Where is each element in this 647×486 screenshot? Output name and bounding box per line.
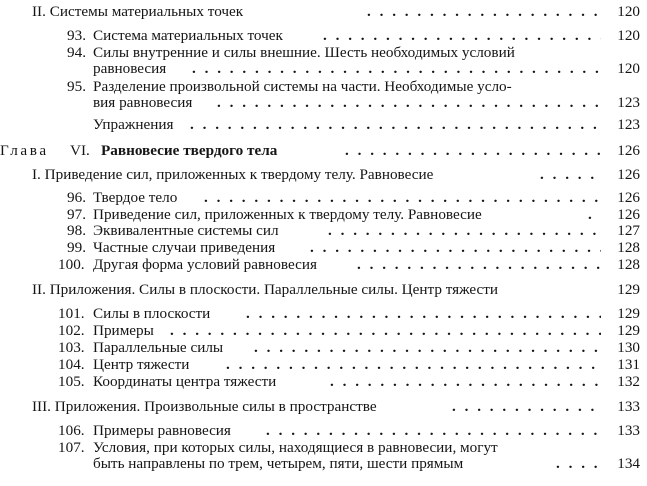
dot-leader bbox=[192, 61, 601, 77]
page-number: 129 bbox=[617, 281, 640, 298]
dot-leader bbox=[246, 306, 601, 322]
toc-entry-100 bbox=[0, 257, 647, 273]
section-title: II. Приложения. Силы в плоскости. Параллельные силы. Центр тяжести bbox=[32, 281, 499, 298]
entry-title: Примеры bbox=[93, 322, 154, 339]
toc-entry-97 bbox=[0, 207, 647, 223]
dot-leader bbox=[226, 357, 601, 373]
entry-number: 104. bbox=[58, 356, 85, 373]
toc-entry-96 bbox=[0, 190, 647, 206]
entry-number: 107. bbox=[58, 439, 85, 456]
entry-number: 103. bbox=[58, 339, 85, 356]
entry-title: Параллельные силы bbox=[93, 339, 224, 356]
entry-number: 99. bbox=[67, 239, 86, 256]
dot-leader bbox=[452, 399, 601, 415]
entry-number: 105. bbox=[58, 373, 85, 390]
dot-leader bbox=[367, 4, 597, 20]
dot-leader bbox=[254, 340, 601, 356]
toc-section-3 bbox=[0, 399, 647, 415]
toc-entry-104 bbox=[0, 357, 647, 373]
entry-title-continued: равновесия bbox=[93, 60, 167, 77]
entry-title: Разделение произвольной системы на части. Необходимые усло- bbox=[93, 78, 512, 95]
dot-leader bbox=[588, 207, 601, 223]
toc-section-2b bbox=[0, 282, 647, 298]
chapter-prefix: Глава bbox=[0, 142, 49, 159]
entry-number: 97. bbox=[67, 206, 86, 223]
dot-leader bbox=[357, 257, 601, 273]
dot-leader bbox=[345, 143, 601, 159]
dot-leader bbox=[170, 323, 601, 339]
section-title: II. Системы материальных точек bbox=[32, 3, 244, 20]
toc-entry-93 bbox=[0, 28, 647, 44]
entry-number: 101. bbox=[58, 305, 85, 322]
entry-title: Примеры равновесия bbox=[93, 422, 231, 439]
entry-title: Центр тяжести bbox=[93, 356, 190, 373]
toc-section-2 bbox=[0, 4, 647, 20]
dot-leader bbox=[556, 456, 601, 472]
entry-title-continued: быть направлены по трем, четырем, пяти, шести прямым bbox=[93, 455, 464, 472]
entry-number: 96. bbox=[67, 189, 86, 206]
page-number: 126 bbox=[617, 142, 640, 159]
entry-title: Частные случаи приведения bbox=[93, 239, 276, 256]
dot-leader bbox=[204, 190, 601, 206]
toc-entry-105 bbox=[0, 374, 647, 390]
page-number: 128 bbox=[617, 239, 640, 256]
toc-entry-98 bbox=[0, 223, 647, 239]
entry-title: Другая форма условий равновесия bbox=[93, 256, 317, 273]
toc-entry-103 bbox=[0, 340, 647, 356]
entry-title: Силы внутренние и силы внешние. Шесть необходимых условий bbox=[93, 44, 515, 61]
dot-leader bbox=[328, 223, 601, 239]
entry-title-continued: вия равновесия bbox=[93, 94, 193, 111]
entry-title: Система материальных точек bbox=[93, 27, 283, 44]
dot-leader bbox=[310, 240, 601, 256]
toc-entry-106 bbox=[0, 423, 647, 439]
entry-number: 94. bbox=[67, 44, 86, 61]
dot-leader bbox=[540, 167, 601, 183]
entry-number: 98. bbox=[67, 222, 86, 239]
page-number: 129 bbox=[617, 322, 640, 339]
entry-number: 106. bbox=[58, 422, 85, 439]
entry-number: 102. bbox=[58, 322, 85, 339]
page-number: 132 bbox=[617, 373, 640, 390]
entry-title: Приведение сил, приложенных к твердому телу. Равновесие bbox=[93, 206, 482, 223]
toc-entry-107 bbox=[0, 440, 647, 472]
page-number: 120 bbox=[617, 27, 640, 44]
chapter-title: Равновесие твердого тела bbox=[101, 142, 278, 159]
dot-leader bbox=[266, 423, 601, 439]
dot-leader bbox=[190, 117, 601, 133]
chapter-number: VI. bbox=[70, 142, 90, 159]
toc-entry-94 bbox=[0, 45, 647, 77]
page-number: 126 bbox=[617, 206, 640, 223]
entry-title: Твердое тело bbox=[93, 189, 178, 206]
toc-entry-101 bbox=[0, 306, 647, 322]
entry-title: Координаты центра тяжести bbox=[93, 373, 277, 390]
page-number: 134 bbox=[617, 455, 640, 472]
page-number: 133 bbox=[617, 398, 640, 415]
page-number: 130 bbox=[617, 339, 640, 356]
toc-entry-102 bbox=[0, 323, 647, 339]
entry-title: Силы в плоскости bbox=[93, 305, 211, 322]
entry-number: 100. bbox=[58, 256, 85, 273]
entry-number: 95. bbox=[67, 78, 86, 95]
section-title: III. Приложения. Произвольные силы в пространстве bbox=[32, 398, 377, 415]
toc-chapter-6 bbox=[0, 143, 647, 159]
dot-leader bbox=[330, 374, 601, 390]
dot-leader bbox=[217, 95, 601, 111]
page-number: 123 bbox=[617, 94, 640, 111]
entry-title: Условия, при которых силы, находящиеся в равновесии, могут bbox=[93, 439, 498, 456]
toc-entry-99 bbox=[0, 240, 647, 256]
page-number: 128 bbox=[617, 256, 640, 273]
page-number: 126 bbox=[617, 189, 640, 206]
page-number: 120 bbox=[617, 60, 640, 77]
toc-section-1 bbox=[0, 167, 647, 183]
toc-entry-95 bbox=[0, 79, 647, 111]
entry-number: 93. bbox=[67, 27, 86, 44]
toc-exercises bbox=[0, 117, 647, 133]
section-title: I. Приведение сил, приложенных к твердому телу. Равновесие bbox=[32, 166, 434, 183]
entry-title: Упражнения bbox=[93, 116, 174, 133]
dot-leader bbox=[323, 28, 601, 44]
page-number: 131 bbox=[617, 356, 640, 373]
page-number: 133 bbox=[617, 422, 640, 439]
page-number: 126 bbox=[617, 166, 640, 183]
entry-title: Эквивалентные системы сил bbox=[93, 222, 279, 239]
page-number: 129 bbox=[617, 305, 640, 322]
page-number: 127 bbox=[617, 222, 640, 239]
page-number: 123 bbox=[617, 116, 640, 133]
page-number: 120 bbox=[617, 3, 640, 20]
